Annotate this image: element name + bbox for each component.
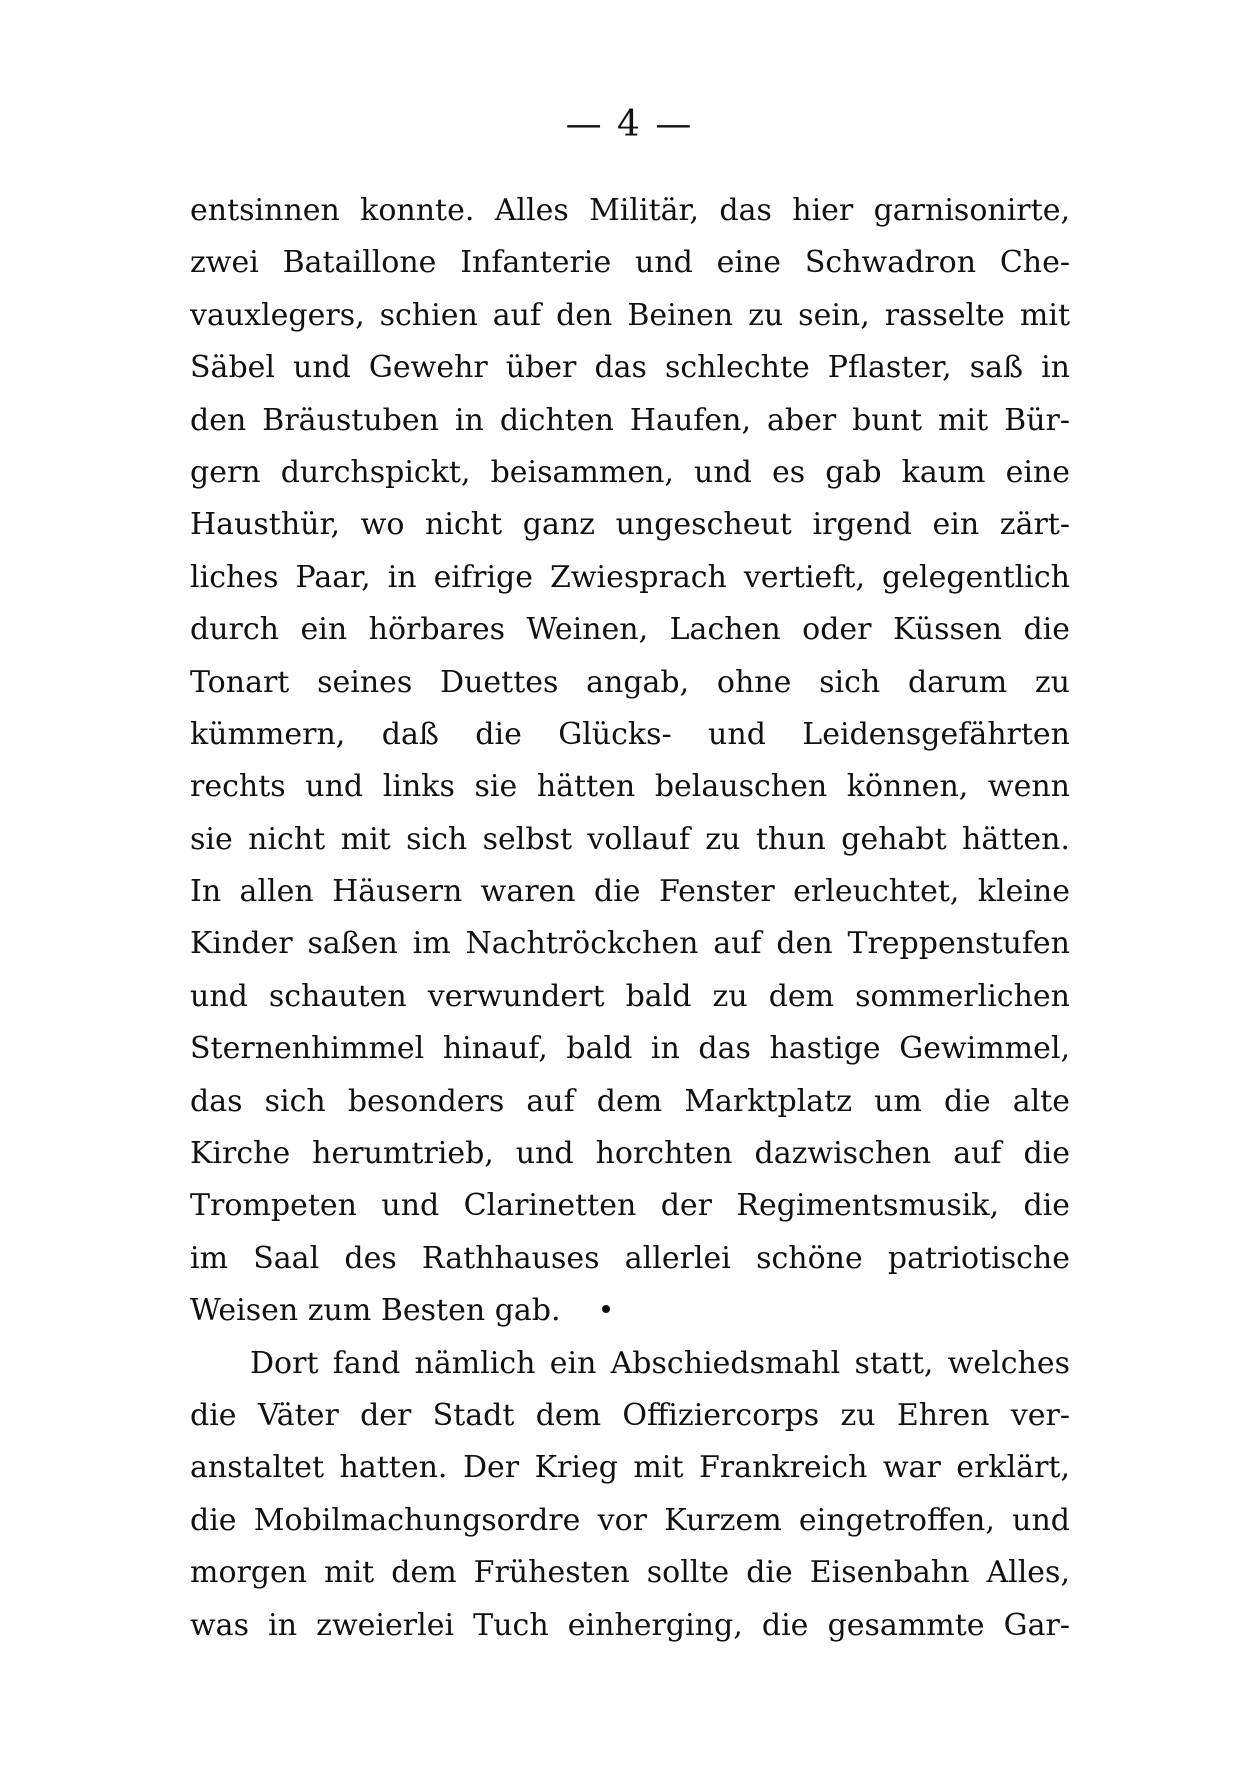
text-line: anstaltet hatten. Der Krieg mit Frankreich war erklärt,: [190, 1450, 1070, 1486]
text-line: Trompeten und Clarinetten der Regimentsmusik, die: [190, 1188, 1070, 1224]
text-line: morgen mit dem Frühesten sollte die Eisenbahn Alles,: [190, 1555, 1070, 1591]
text-line: was in zweierlei Tuch einherging, die gesammte Gar-: [190, 1607, 1070, 1643]
text-line: liches Paar, in eifrige Zwiesprach vertieft, gelegentlich: [190, 559, 1070, 595]
text-line: rechts und links sie hätten belauschen können, wenn: [190, 769, 1070, 805]
text-line: das sich besonders auf dem Marktplatz um die alte: [190, 1083, 1070, 1119]
text-line: vauxlegers, schien auf den Beinen zu sein, rasselte mit: [190, 297, 1070, 333]
text-line: Sternenhimmel hinauf, bald in das hastige Gewimmel,: [190, 1031, 1070, 1067]
text-line: In allen Häusern waren die Fenster erleuchtet, kleine: [190, 874, 1070, 910]
text-line: Hausthür, wo nicht ganz ungescheut irgend ein zärt-: [190, 507, 1070, 543]
text-line: Tonart seines Duettes angab, ohne sich darum zu: [190, 664, 1070, 700]
text-line: gern durchspickt, beisammen, und es gab kaum eine: [190, 454, 1070, 490]
page-number: — 4 —: [565, 104, 694, 145]
text-line: Kinder saßen im Nachtröckchen auf den Treppenstufen: [190, 926, 1070, 962]
text-line: und schauten verwundert bald zu dem sommerlichen: [190, 978, 1070, 1014]
text-line: die Mobilmachungsordre vor Kurzem eingetroffen, und: [190, 1502, 1070, 1538]
text-line: kümmern, daß die Glücks- und Leidensgefährten: [190, 716, 1070, 752]
text-line: durch ein hörbares Weinen, Lachen oder Küssen die: [190, 612, 1070, 648]
text-line: sie nicht mit sich selbst vollauf zu thun gehabt hätten.: [190, 821, 1070, 857]
paragraph-last-line: Weisen zum Besten gab.: [190, 1293, 561, 1329]
text-line: den Bräustuben in dichten Haufen, aber bunt mit Bür-: [190, 402, 1070, 438]
paragraph-first-line: Dort fand nämlich ein Abschiedsmahl statt, welches: [250, 1345, 1070, 1381]
text-line: entsinnen konnte. Alles Militär, das hier garnisonirte,: [190, 193, 1070, 228]
body-text: [190, 185, 1070, 1652]
text-line: Kirche herumtrieb, und horchten dazwischen auf die: [190, 1136, 1070, 1172]
text-line: zwei Bataillone Infanterie und eine Schwadron Che-: [190, 245, 1070, 281]
text-line: die Väter der Stadt dem Offiziercorps zu Ehren ver-: [190, 1397, 1070, 1433]
ink-speck: [602, 1305, 610, 1313]
text-line: im Saal des Rathhauses allerlei schöne patriotische: [190, 1240, 1070, 1276]
text-line: Säbel und Gewehr über das schlechte Pflaster, saß in: [190, 350, 1070, 386]
